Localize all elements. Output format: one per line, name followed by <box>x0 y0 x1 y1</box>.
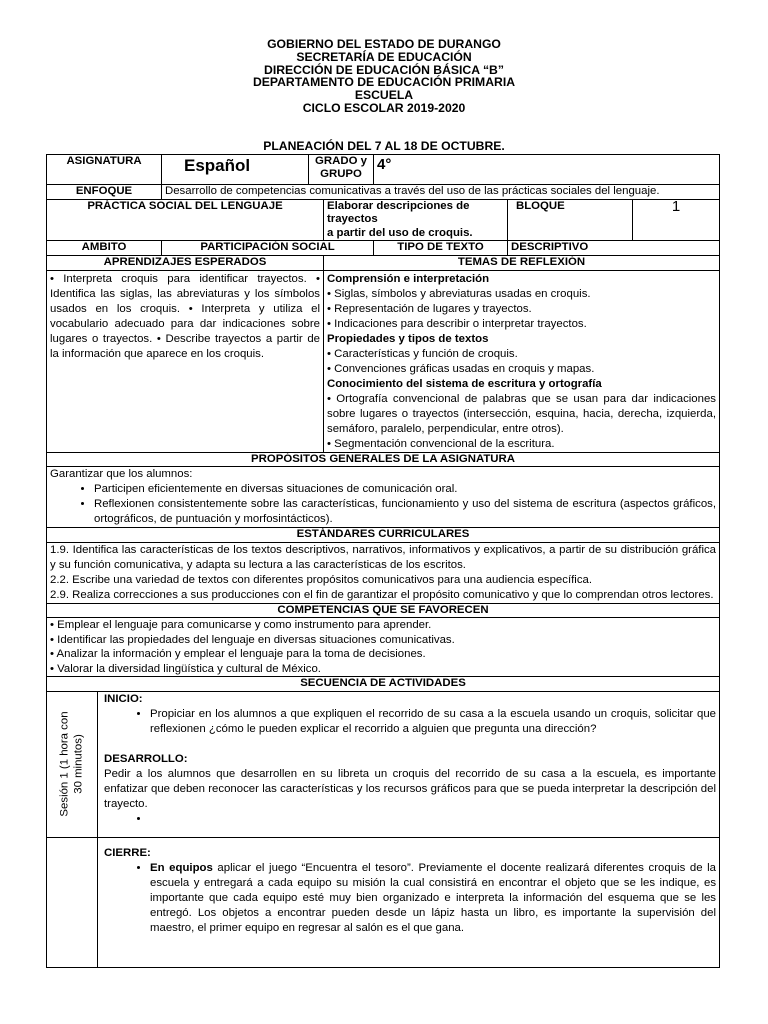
estandares-heading: ESTÁNDARES CURRICULARES <box>47 528 720 543</box>
propositos-intro: Garantizar que los alumnos: <box>50 468 193 481</box>
estandar-item: 2.2. Escribe una variedad de textos con diferentes propósitos comunicativos para una audiencia específica. <box>50 573 593 586</box>
session-label: Sesión 1 (1 hora con 30 minutos) <box>58 711 84 817</box>
desarrollo-item <box>150 812 716 827</box>
competencias-content <box>47 618 720 677</box>
inicio-label: INICIO: <box>104 692 143 705</box>
inicio-item: • Propiciar en los alumnos a que expliquen el recorrido de su casa a la escuela usando un croquis, solicitar que reflexionen ¿cómo le pueden explicar el recorrido a alguien que pregunta una dirección? <box>150 707 716 737</box>
temas-item: • Representación de lugares y trayectos. <box>327 302 532 315</box>
enfoque-label: ENFOQUE <box>47 185 162 200</box>
session-label-cell-empty <box>47 837 98 967</box>
enfoque-value: Desarrollo de competencias comunicativas a través del uso de las prácticas sociales del lenguaje. <box>162 185 720 200</box>
competencia-item: • Identificar las propiedades del lenguaje en diversas situaciones comunicativas. <box>50 633 455 646</box>
cierre-item <box>150 861 716 936</box>
header-line: CICLO ESCOLAR 2019-2020 <box>302 100 466 115</box>
temas-item: • Convenciones gráficas usadas en croquis y mapas. <box>327 362 595 375</box>
propositos-item: • Reflexionen consistentemente sobre las características, funcionamiento y uso del sistema de escritura (aspectos gráficos, ortográficos, de puntuación y morfosintácticos). <box>94 497 716 527</box>
tipo-label: TIPO DE TEXTO <box>374 241 508 256</box>
temas-item: • Indicaciones para describir o interpretar trayectos. <box>327 317 587 330</box>
cierre-content <box>98 837 720 967</box>
estandares-content <box>47 542 720 603</box>
temas-subheading: Comprensión e interpretación <box>327 272 490 285</box>
document-header <box>0 38 768 115</box>
header-line: DIRECCIÓN DE EDUCACIÓN BÁSICA “B” <box>264 62 504 77</box>
propositos-heading: PROPÓSITOS GENERALES DE LA ASIGNATURA <box>47 452 720 467</box>
temas-item: • Segmentación convencional de la escritura. <box>327 437 555 450</box>
practica-label: PRÁCTICA SOCIAL DEL LENGUAJE <box>47 199 324 241</box>
grado-value: 4° <box>374 155 720 185</box>
secuencia-heading: SECUENCIA DE ACTIVIDADES <box>47 677 720 692</box>
cierre-bold: En equipos <box>150 861 213 874</box>
cierre-label: CIERRE: <box>104 846 151 859</box>
propositos-item: • Participen eficientemente en diversas situaciones de comunicación oral. <box>94 482 716 497</box>
ambito-label: AMBITO <box>47 241 162 256</box>
temas-heading: TEMAS DE REFLEXIÓN <box>324 255 720 270</box>
cierre-text: aplicar el juego “Encuentra el tesoro”. Previamente el docente realizará diferentes croquis de la escuela y entregará a cada equipo su misión la cual consistirá en encontrar el objeto que se les indique, es importante que cada equipo esté muy bien organizado e interpreta la información del esquema que se les entregó. Los objetos a encontrar pueden desde un lápiz hasta un libro, es importante la supervisión del maestro, el primer equipo en regresar al salón es el que gana. <box>150 861 717 934</box>
header-line: GOBIERNO DEL ESTADO DE DURANGO <box>267 37 501 51</box>
estandar-item: 2.9. Realiza correcciones a sus producciones con el fin de garantizar el propósito comunicativo y que lo comprendan otros lectores. <box>50 588 714 601</box>
estandar-item: 1.9. Identifica las características de los textos descriptivos, narrativos, informativos y explicativos, a partir de su distribución gráfica y su función comunicativa, y adapta su lectura a las características de los escritos. <box>50 543 717 571</box>
competencia-item: • Valorar la diversidad lingüística y cultural de México. <box>50 662 321 675</box>
session-label-cell <box>47 691 98 837</box>
header-line: SECRETARÍA DE EDUCACIÓN <box>296 49 472 64</box>
header-line: DEPARTAMENTO DE EDUCACIÓN PRIMARIA <box>252 75 516 90</box>
planning-title: PLANEACIÓN DEL 7 AL 18 DE OCTUBRE. <box>263 139 505 153</box>
competencias-heading: COMPETENCIAS QUE SE FAVORECEN <box>47 603 720 618</box>
bloque-label: BLOQUE <box>508 199 633 241</box>
tipo-value: DESCRIPTIVO <box>508 241 720 256</box>
propositos-content <box>47 467 720 528</box>
competencia-item: • Emplear el lenguaje para comunicarse y como instrumento para aprender. <box>50 619 432 632</box>
planning-table <box>46 154 720 968</box>
temas-subheading: Conocimiento del sistema de escritura y ortografía <box>327 377 602 390</box>
temas-item: • Siglas, símbolos y abreviaturas usadas en croquis. <box>327 287 591 300</box>
asignatura-value: Español <box>162 155 309 185</box>
header-line: ESCUELA <box>354 88 414 103</box>
ambito-value: PARTICIPACIÓN SOCIAL <box>162 241 374 256</box>
bloque-value: 1 <box>633 199 720 241</box>
temas-content <box>324 270 720 452</box>
grado-label: GRADO y GRUPO <box>309 155 374 185</box>
session-content <box>98 691 720 837</box>
competencia-item: • Analizar la información y emplear el lenguaje para la toma de decisiones. <box>50 648 426 661</box>
aprendizajes-heading: APRENDIZAJES ESPERADOS <box>47 255 324 270</box>
temas-item: • Características y función de croquis. <box>327 347 518 360</box>
desarrollo-text: Pedir a los alumnos que desarrollen en su libreta un croquis del recorrido de su casa a la escuela, es importante enfatizar que deben reconocer las características y los recursos gráficos para que se pueda interpretar la descripción del trayecto. <box>104 767 717 810</box>
practica-value: Elaborar descripciones de trayectos a partir del uso de croquis. <box>324 199 508 241</box>
aprendizajes-text: • Interpreta croquis para identificar trayectos. • Identifica las siglas, las abreviaturas y los símbolos usados en los croquis. • Interpreta y utiliza el vocabulario adecuado para dar indicaciones sobre lugares o trayectos. • Describe trayectos a partir de la información que aparece en los croquis. <box>47 270 324 452</box>
asignatura-label: ASIGNATURA <box>47 155 162 185</box>
temas-item: • Ortografía convencional de palabras que se usan para dar indicaciones sobre lugares o trayectos (intersección, esquina, hacia, derecha, izquierda, semáforo, paralelo, perpendicular, entre otros). <box>327 392 717 435</box>
temas-subheading: Propiedades y tipos de textos <box>327 332 489 345</box>
desarrollo-label: DESARROLLO: <box>104 752 188 765</box>
